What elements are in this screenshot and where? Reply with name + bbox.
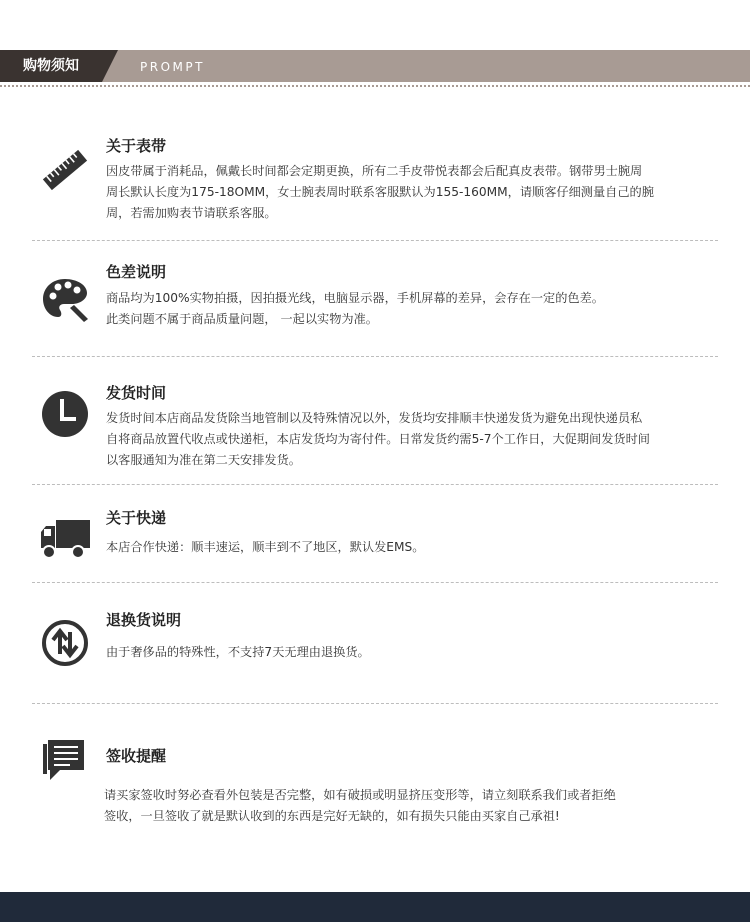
section-title: 色差说明 <box>106 263 167 281</box>
section-divider <box>32 356 718 357</box>
section-body <box>104 785 736 827</box>
body-line: 自将商品放置代收点或快递柜，本店发货均为寄付件。日常发货约需5-7个工作日，大促期间发货时间 <box>106 432 650 446</box>
header-notch <box>102 50 118 82</box>
body-line: 签收，一旦签收了就是默认收到的东西是完好无缺的，如有损失只能由买家自己承祖! <box>104 809 560 823</box>
page-subtitle: PROMPT <box>140 60 205 74</box>
page-title: 购物须知 <box>0 50 102 82</box>
message-icon <box>40 736 90 786</box>
section-divider <box>32 582 718 583</box>
body-line: 因皮带属于消耗品，佩戴长时间都会定期更换，所有二手皮带悦表都会后配真皮表带。钢带男士腕周 <box>106 164 643 178</box>
body-line: 周，若需加购表节请联系客服。 <box>106 206 277 220</box>
section-divider <box>32 484 718 485</box>
section-body <box>106 537 738 558</box>
section-body <box>106 408 738 471</box>
body-line: 本店合作快递：顺丰速运，顺丰到不了地区，默认发EMS。 <box>106 540 425 554</box>
palette-icon <box>40 275 90 325</box>
section-divider <box>32 703 718 704</box>
section-body <box>106 288 738 330</box>
header-bar <box>0 50 750 82</box>
section-body <box>106 161 738 224</box>
exchange-icon <box>40 618 90 668</box>
body-line: 商品均为100%实物拍摄，因拍摄光线，电脑显示器，手机屏幕的差异，会存在一定的色差。 <box>106 291 604 305</box>
body-line: 请买家签收时努必查看外包装是否完整，如有破损或明显挤压变形等，请立刻联系我们或者拒绝 <box>104 788 616 802</box>
footer-bar <box>0 892 750 922</box>
section-title: 退换货说明 <box>106 611 182 629</box>
section-body <box>106 642 738 663</box>
body-line: 周长默认长度为175-18OMM，女士腕表周时联系客服默认为155-160MM，请顺客仔细测量自己的腕 <box>106 185 654 199</box>
section-title: 签收提醒 <box>106 747 167 765</box>
body-line: 发货时间本店商品发货除当地管制以及特殊情况以外，发货均安排顺丰快递发货为避免出现快递员私 <box>106 411 643 425</box>
section-divider <box>32 240 718 241</box>
body-line: 以客服通知为准在第二天安排发货。 <box>106 453 301 467</box>
section-title: 发货时间 <box>106 384 167 402</box>
ruler-icon <box>40 145 90 195</box>
clock-icon <box>40 389 90 439</box>
section-title: 关于表带 <box>106 137 167 155</box>
section-title: 关于快递 <box>106 509 167 527</box>
body-line: 此类问题不属于商品质量问题， 一起以实物为准。 <box>106 312 378 326</box>
body-line: 由于奢侈品的特殊性，不支持7天无理由退换货。 <box>106 645 370 659</box>
truck-icon <box>40 514 92 564</box>
header-divider <box>0 85 750 87</box>
